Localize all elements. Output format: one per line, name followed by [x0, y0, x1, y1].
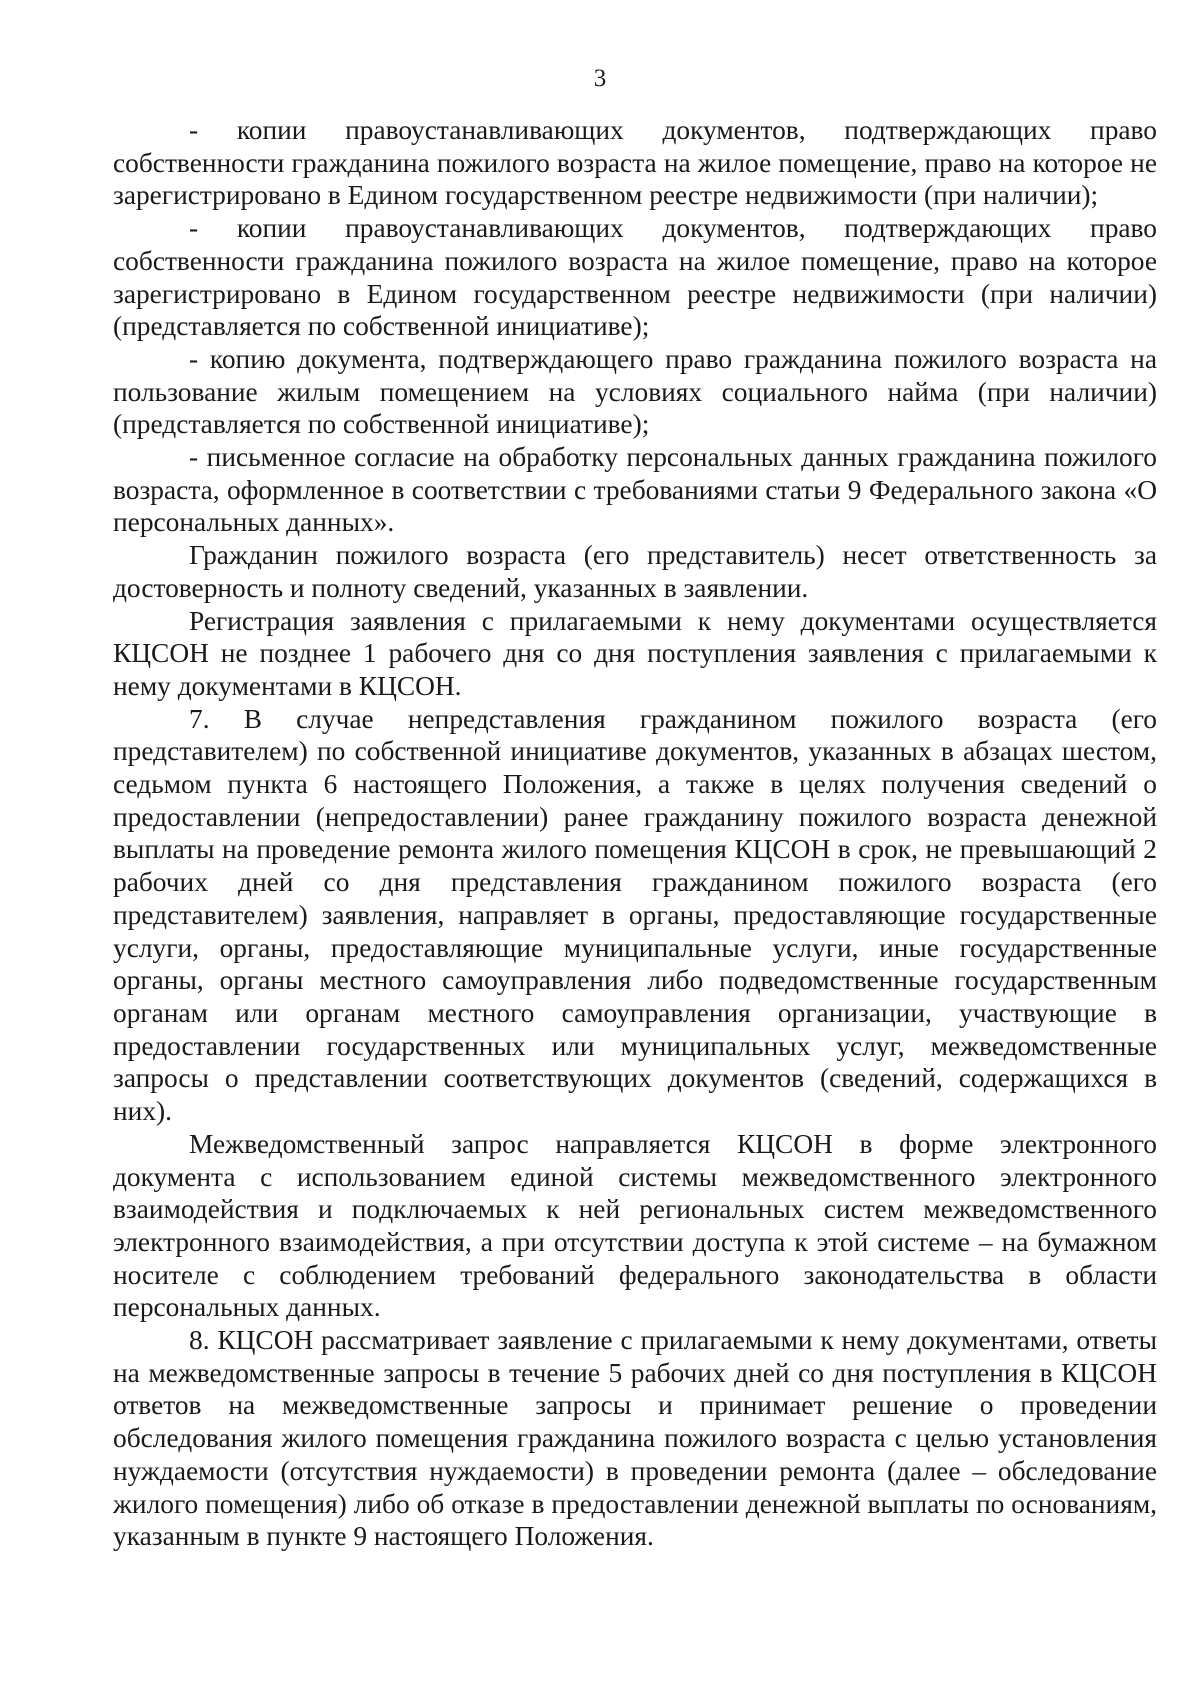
paragraph-responsibility: Гражданин пожилого возраста (его представитель) несет ответственность за достоверность и полноту сведений, указанных в заявлении.	[113, 540, 1157, 603]
paragraph-registration: Регистрация заявления с прилагаемыми к нему документами осуществляется КЦСОН не позднее 1 рабочего дня со дня поступления заявления с прилагаемыми к нему документами в КЦСОН.	[113, 605, 1157, 701]
paragraph-copies-registered: - копии правоустанавливающих документов, подтверждающих право собственности гражданина пожилого возраста на жилое помещение, право на которое зарегистрировано в Едином государственном реестре недвижимости (при наличии) (представляется по собственной инициативе);	[113, 213, 1157, 342]
document-body	[113, 114, 1157, 1553]
paragraph-social-lease: - копию документа, подтверждающего право гражданина пожилого возраста на пользование жилым помещением на условиях социального найма (при наличии) (представляется по собственной инициативе);	[113, 343, 1157, 440]
paragraph-copies-unregistered: - копии правоустанавливающих документов, подтверждающих право собственности гражданина пожилого возраста на жилое помещение, право на которое не зарегистрировано в Едином государственном реестре недвижимости (при наличии);	[113, 115, 1157, 211]
paragraph-item-7: 7. В случае непредставления гражданином пожилого возраста (его представителем) по собственной инициативе документов, указанных в абзацах шестом, седьмом пункта 6 настоящего Положения, а также в целях получения сведений о предоставлении (непредоставлении) ранее гражданину пожилого возраста денежной выплаты на проведение ремонта жилого помещения КЦСОН в срок, не превышающий 2 рабочих дней со дня представления гражданином пожилого возраста (его представителем) заявления, направляет в органы, предоставляющие государственные услуги, органы, предоставляющие муниципальные услуги, иные государственные органы, органы местного самоуправления либо подведомственные государственным органам или органам местного самоуправления организации, участвующие в предоставлении государственных или муниципальных услуг, межведомственные запросы о представлении соответствующих документов (сведений, содержащихся в них).	[113, 703, 1157, 1127]
paragraph-item-8: 8. КЦСОН рассматривает заявление с прилагаемыми к нему документами, ответы на межведомственные запросы в течение 5 рабочих дней со дня поступления в КЦСОН ответов на межведомственные запросы и принимает решение о проведении обследования жилого помещения гражданина пожилого возраста с целью установления нуждаемости (отсутствия нуждаемости) в проведении ремонта (далее – обследование жилого помещения) либо об отказе в предоставлении денежной выплаты по основаниям, указанным в пункте 9 настоящего Положения.	[113, 1325, 1157, 1552]
page-number: 3	[593, 65, 607, 92]
paragraph-consent: - письменное согласие на обработку персональных данных гражданина пожилого возраста, оформленное в соответствии с требованиями статьи 9 Федерального закона «О персональных данных».	[113, 442, 1157, 538]
paragraph-interagency-request: Межведомственный запрос направляется КЦСОН в форме электронного документа с использованием единой системы межведомственного электронного взаимодействия и подключаемых к ней региональных систем межведомственного электронного взаимодействия, а при отсутствии доступа к этой системе – на бумажном носителе с соблюдением требований федерального законодательства в области персональных данных.	[113, 1128, 1157, 1323]
